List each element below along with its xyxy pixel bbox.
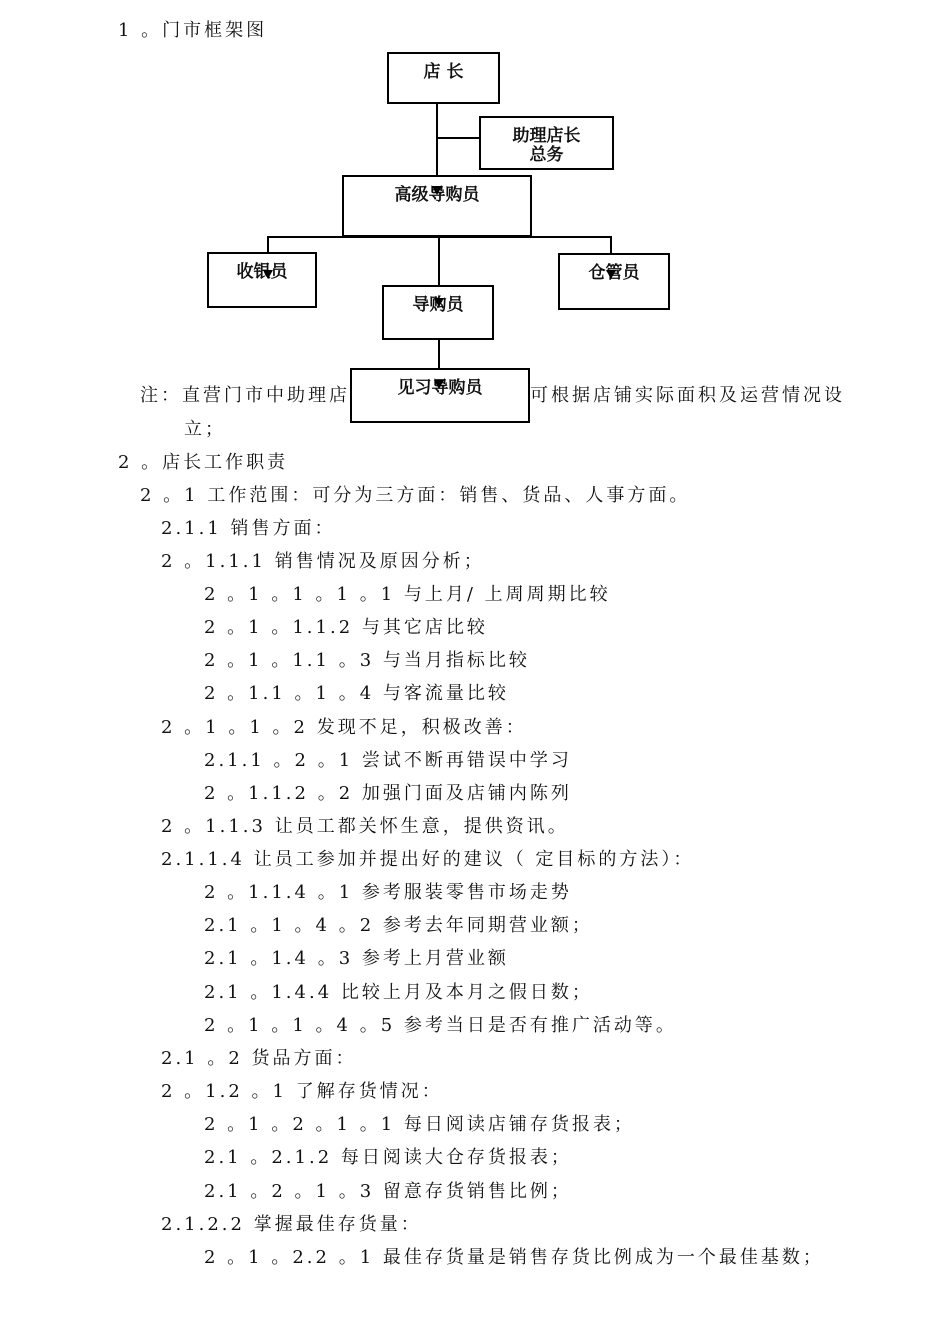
arrowhead-senior-sales bbox=[432, 186, 442, 195]
line-2-1: 2 。1 工作范围：可分为三方面：销售、货品、人事方面。 bbox=[140, 485, 691, 506]
line-2-1-2: 2.1 。2 货品方面： bbox=[161, 1048, 357, 1069]
line-2-1-2-1-2: 2.1 。2.1.2 每日阅读大仓存货报表； bbox=[204, 1147, 572, 1168]
line-2-1-2-1-3: 2.1 。2 。1 。3 留意存货销售比例； bbox=[204, 1181, 572, 1202]
box-cashier bbox=[207, 252, 317, 308]
line-2-1-1-1-1: 2 。1 。1 。1 。1 与上月/ 上周周期比较 bbox=[204, 584, 611, 605]
section-heading: 1 。门市框架图 bbox=[118, 20, 268, 41]
box-warehouse-keeper bbox=[558, 253, 670, 310]
line-2-1-1-4-4: 2.1 。1.4.4 比较上月及本月之假日数； bbox=[204, 982, 593, 1003]
line-2-1-1-4-1: 2 。1.1.4 。1 参考服装零售市场走势 bbox=[204, 882, 572, 903]
line-2-1-1-4: 2.1.1.4 让员工参加并提出好的建议（ 定目标的方法）： bbox=[161, 849, 695, 870]
label-trainee-sales: 见习导购员 bbox=[397, 378, 483, 398]
line-2-1-2-1-1: 2 。1 。2 。1 。1 每日阅读店铺存货报表； bbox=[204, 1114, 635, 1135]
box-trainee-sales bbox=[350, 368, 530, 423]
line-2-1-1: 2.1.1 销售方面： bbox=[161, 518, 336, 539]
arrowhead-sales-guide bbox=[434, 298, 444, 307]
note-line1-left: 注：直营门市中助理店 bbox=[140, 385, 350, 406]
label-general-affairs: 总务 bbox=[529, 145, 564, 165]
label-store-manager: 店 长 bbox=[423, 62, 464, 82]
line-2-1-1-2-1: 2.1.1 。2 。1 尝试不断再错误中学习 bbox=[204, 750, 572, 771]
note-line2: 立； bbox=[184, 419, 226, 440]
line-2-1-1-3: 2 。1.1.3 让员工都关怀生意，提供资讯。 bbox=[161, 816, 569, 837]
line-2-1-1-4-2: 2.1 。1 。4 。2 参考去年同期营业额； bbox=[204, 915, 593, 936]
line-2-1-2-2-1: 2 。1 。2.2 。1 最佳存货量是销售存货比例成为一个最佳基数； bbox=[204, 1247, 824, 1268]
arrowhead-cashier bbox=[263, 270, 273, 279]
box-sales-guide bbox=[382, 285, 494, 340]
line-2-1-2-1: 2 。1.2 。1 了解存货情况： bbox=[161, 1081, 443, 1102]
label-warehouse-keeper: 仓管员 bbox=[588, 263, 640, 283]
line-2-1-1-1-3: 2 。1 。1.1 。3 与当月指标比较 bbox=[204, 650, 530, 671]
label-assistant-manager: 助理店长 bbox=[512, 126, 581, 146]
line-2-1-1-4-3: 2.1 。1.4 。3 参考上月营业额 bbox=[204, 948, 509, 969]
line-2-1-2-2: 2.1.2.2 掌握最佳存货量： bbox=[161, 1214, 422, 1235]
arrowhead-warehouse bbox=[606, 270, 616, 279]
line-2-1-1-2-2: 2 。1.1.2 。2 加强门面及店铺内陈列 bbox=[204, 783, 572, 804]
line-2-1-1-1: 2 。1.1.1 销售情况及原因分析； bbox=[161, 551, 485, 572]
arrowhead-trainee bbox=[434, 380, 444, 389]
label-sales-guide: 导购员 bbox=[412, 295, 464, 315]
box-store-manager bbox=[387, 52, 500, 104]
line-2: 2 。店长工作职责 bbox=[118, 452, 289, 473]
line-2-1-1-4-5: 2 。1 。1 。4 。5 参考当日是否有推广活动等。 bbox=[204, 1015, 677, 1036]
label-cashier: 收银员 bbox=[236, 262, 288, 282]
line-2-1-1-1-2: 2 。1 。1.1.2 与其它店比较 bbox=[204, 617, 488, 638]
note-line1-right: 可根据店铺实际面积及运营情况设 bbox=[530, 385, 845, 406]
box-assistant-manager bbox=[479, 116, 614, 170]
line-2-1-1-2: 2 。1 。1 。2 发现不足，积极改善： bbox=[161, 717, 527, 738]
line-2-1-1-1-4: 2 。1.1 。1 。4 与客流量比较 bbox=[204, 683, 509, 704]
box-senior-sales bbox=[342, 175, 532, 237]
connector-assistant-branch bbox=[436, 137, 480, 139]
label-senior-sales: 高级导购员 bbox=[394, 185, 480, 205]
